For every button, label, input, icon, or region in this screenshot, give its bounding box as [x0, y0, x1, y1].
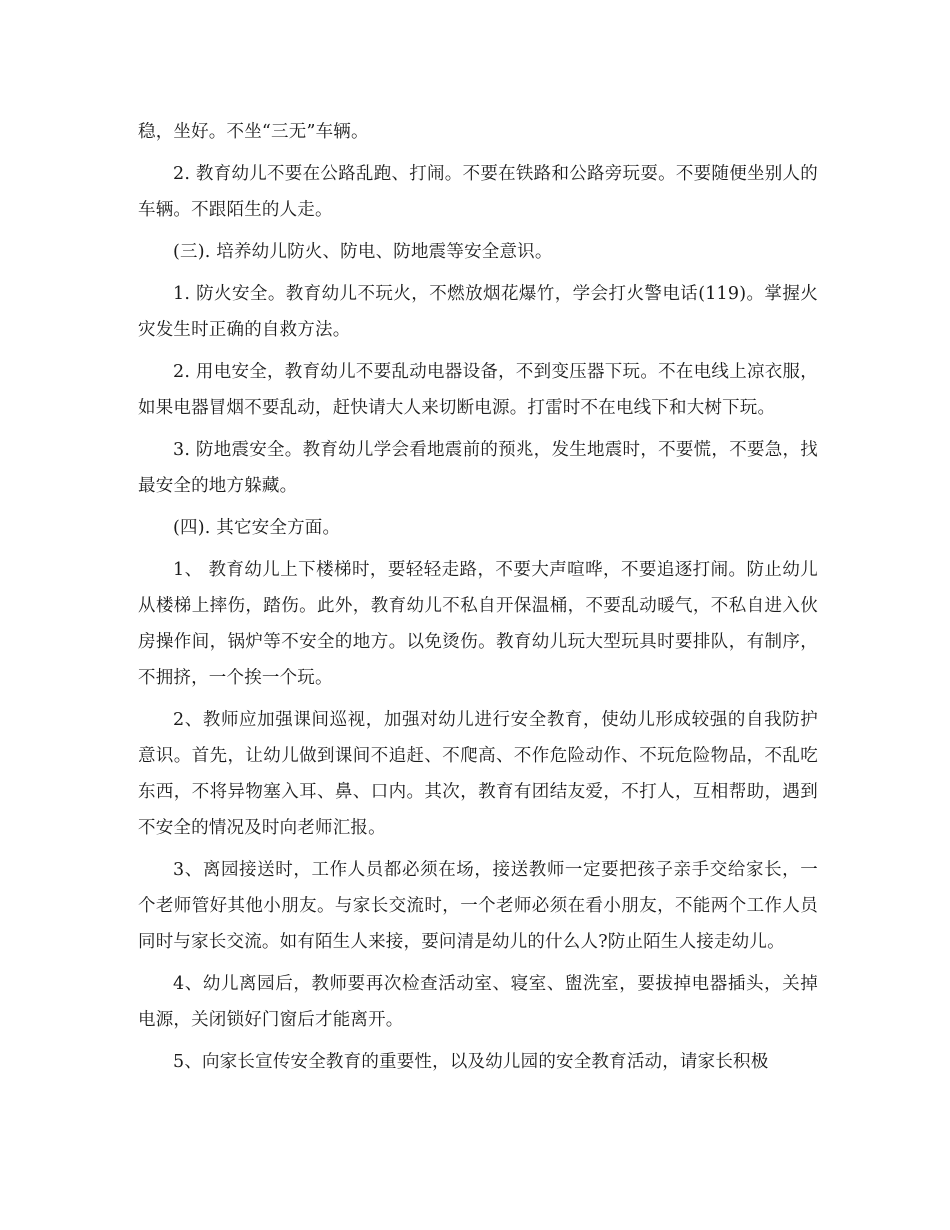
- paragraph-parents: 5、向家长宣传安全教育的重要性，以及幼儿园的安全教育活动，请家长积极: [173, 1052, 769, 1072]
- paragraph-after-leaving: 4、幼儿离园后，教师要再次检查活动室、寝室、盥洗室，要拔掉电器插头，关掉电源，关闭锁好门窗后才能离开。: [138, 974, 818, 1030]
- paragraph-stairs-safety: 1、 教育幼儿上下楼梯时，要轻轻走路，不要大声喧哗，不要追逐打闹。防止幼儿从楼梯上摔伤，踏伤。此外，教育幼儿不私自开保温桶，不要乱动暖气，不私自进入伙房操作间，锅炉等不安全的地方。以免烫伤。教育幼儿玩大型玩具时要排队，有制序，不拥挤，一个挨一个玩。: [138, 560, 818, 688]
- document-page: [138, 114, 818, 1086]
- paragraph-continuation: 稳，坐好。不坐“三无”车辆。: [138, 122, 369, 142]
- paragraph-fire-safety: 1. 防火安全。教育幼儿不玩火，不燃放烟花爆竹，学会打火警电话(119)。掌握火灾发生时正确的自救方法。: [138, 284, 818, 340]
- paragraph-teacher-patrol: 2、教师应加强课间巡视，加强对幼儿进行安全教育，使幼儿形成较强的自我防护意识。首先，让幼儿做到课间不追赶、不爬高、不作危险动作、不玩危险物品，不乱吃东西，不将异物塞入耳、鼻、口内。其次，教育有团结友爱，不打人，互相帮助，遇到不安全的情况及时向老师汇报。: [138, 710, 818, 838]
- paragraph-traffic-2: 2. 教育幼儿不要在公路乱跑、打闹。不要在铁路和公路旁玩耍。不要随便坐别人的车辆。不跟陌生的人走。: [138, 164, 818, 220]
- section-heading-4: (四). 其它安全方面。: [173, 518, 341, 538]
- paragraph-electric-safety: 2. 用电安全，教育幼儿不要乱动电器设备，不到变压器下玩。不在电线上凉衣服，如果电器冒烟不要乱动，赶快请大人来切断电源。打雷时不在电线下和大树下玩。: [138, 362, 818, 418]
- paragraph-pickup: 3、离园接送时，工作人员都必须在场，接送教师一定要把孩子亲手交给家长，一个老师管好其他小朋友。与家长交流时，一个老师必须在看小朋友，不能两个工作人员同时与家长交流。如有陌生人来接，要问清是幼儿的什么人?防止陌生人接走幼儿。: [138, 860, 818, 952]
- section-heading-3: (三). 培养幼儿防火、防电、防地震等安全意识。: [173, 242, 553, 262]
- paragraph-earthquake-safety: 3. 防地震安全。教育幼儿学会看地震前的预兆，发生地震时，不要慌，不要急，找最安全的地方躲藏。: [138, 440, 818, 496]
